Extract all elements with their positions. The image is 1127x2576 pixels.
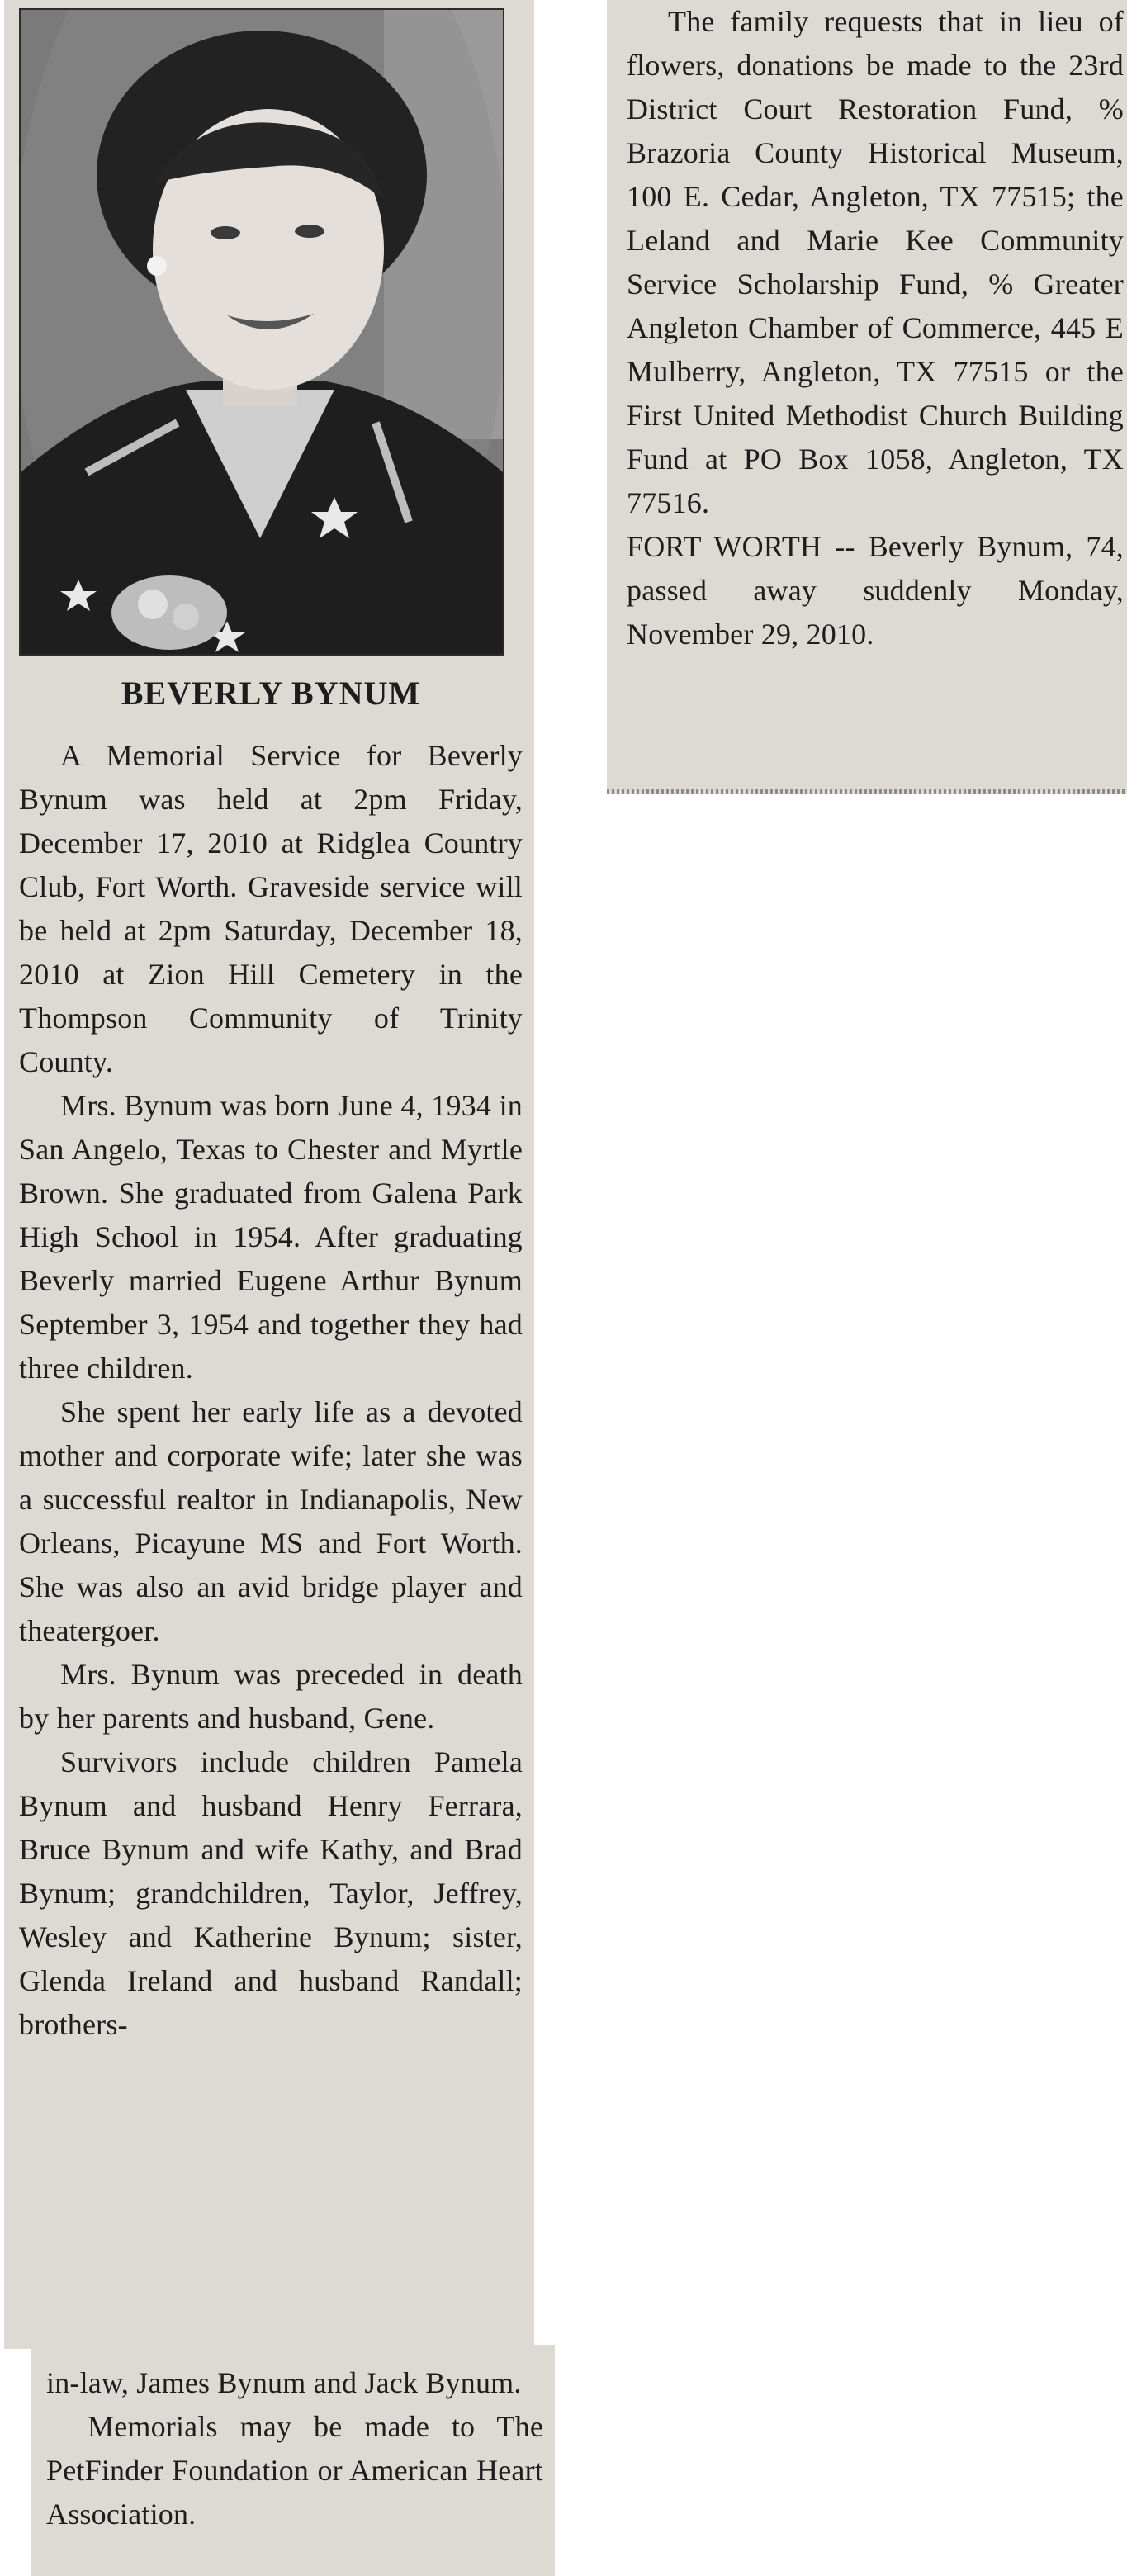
preceded-paragraph: Mrs. Bynum was preceded in death by her parents and husband, Gene. xyxy=(19,1658,523,1735)
portrait-photo xyxy=(19,8,504,656)
donations-paragraph: The family requests that in lieu of flowers, donations be made to the 23rd District Court Restoration Fund, % Brazoria County Historical Museum, 100 E. Cedar, Angleton, TX 77515; the Leland and Marie Kee Community Service Scholarship Fund, % Greater Angleton Chamber of Commerce, 445 E Mulberry, Angleton, TX 77515 or the First United Methodist Church Building Fund at PO Box 1058, Angleton, TX 77516. xyxy=(627,5,1124,519)
obituary-clipping-right xyxy=(607,0,1127,793)
birth-paragraph: Mrs. Bynum was born June 4, 1934 in San Angelo, Texas to Chester and Myrtle Brown. She graduated from Galena Park High School in 1954. After graduating Beverly married Eugene Arthur Bynum September 3, 1954 and together they had three children. xyxy=(19,1089,523,1385)
memorials-paragraph: Memorials may be made to The PetFinder Foundation or American Heart Association. xyxy=(46,2410,543,2531)
obituary-clipping-main xyxy=(4,0,534,2349)
passing-paragraph: FORT WORTH -- Beverly Bynum, 74, passed away suddenly Monday, November 29, 2010. xyxy=(627,530,1124,651)
clipping-edge-rule xyxy=(607,789,1127,794)
memorial-service-paragraph: A Memorial Service for Beverly Bynum was held at 2pm Friday, December 17, 2010 at Ridglea Country Club, Fort Worth. Graveside service will be held at 2pm Saturday, December 18, 2010 at Zion Hill Cemetery in the Thompson Community of Trinity County. xyxy=(19,739,523,1078)
portrait-illustration xyxy=(21,10,503,654)
survivors-paragraph: Survivors include children Pamela Bynum and husband Henry Ferrara, Bruce Bynum and wife Kathy, and Brad Bynum; grandchildren, Taylor, Jeffrey, Wesley and Katherine Bynum; sister, Glenda Ireland and husband Randall; brothers- xyxy=(19,1745,523,2041)
survivors-continuation: in-law, James Bynum and Jack Bynum. xyxy=(46,2366,522,2399)
obituary-clipping-continuation xyxy=(31,2345,555,2576)
career-paragraph: She spent her early life as a devoted mother and corporate wife; later she was a successful realtor in Indianapolis, New Orleans, Picayune MS and Fort Worth. She was also an avid bridge player and theatergoer. xyxy=(19,1395,523,1647)
obituary-heading: BEVERLY BYNUM xyxy=(121,675,421,712)
